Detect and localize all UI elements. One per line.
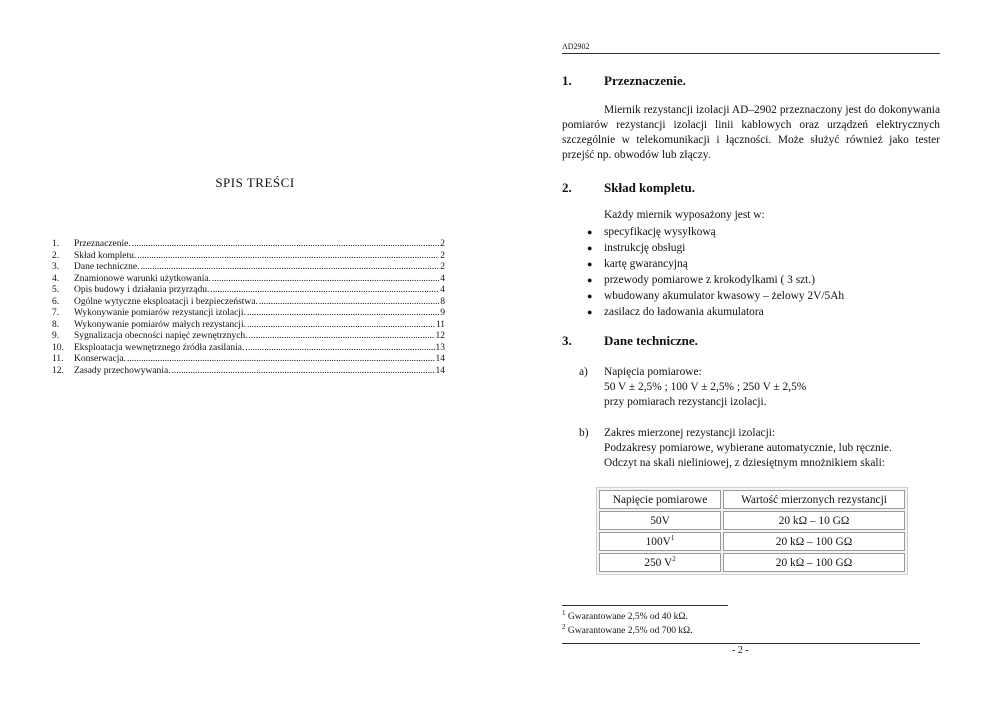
range-cell: 20 kΩ – 100 GΩ [723,553,905,572]
section-2-number: 2. [562,180,572,195]
toc-row[interactable]: 3. Dane techniczne. . . . 2 [52,262,445,274]
footer-divider [562,643,920,644]
section-1-paragraph: Miernik rezystancji izolacji AD–2902 przeznaczony jest do dokonywania pomiarów rezystancji izolacji linii kablowych oraz urządzeń elektrycznych szczególnie w telekomunikacji i łączności. Może służyć również jako tester przejść np. obwodów lub złączy. [562,104,940,161]
toc-row[interactable]: 8. Wykonywanie pomiarów małych rezystancji. . . . 11 [52,320,445,332]
table-header-row [599,490,905,509]
toc-row[interactable]: 12. Zasady przechowywania. . . . 14 [52,366,445,378]
running-head: AD2902 [562,42,590,51]
table-row [599,511,905,530]
bullet-icon: ● [587,291,593,301]
toc-row[interactable]: 10. Eksploatacja wewnętrznego źródła zasilania. . . . 13 [52,343,445,355]
bullet-icon: ● [587,227,593,237]
toc-row[interactable]: 9. Sygnalizacja obecności napięć zewnętrznych. . . . 12 [52,331,445,343]
resistance-range-table [596,487,908,575]
list-item: ● kartę gwarancyjną [587,258,688,270]
footnote-1: $^1$ Gwarantowane 2,5% od 40 kΩ. [562,608,688,622]
table-of-contents [52,239,445,377]
list-item: ● wbudowany akumulator kwasowy – żelowy 2V/5Ah [587,290,845,302]
table-row [599,532,905,551]
section-1-number: 1. [562,73,572,88]
range-cell: 20 kΩ – 10 GΩ [723,511,905,530]
section-1-title: Przeznaczenie. [604,73,686,88]
bullet-icon: ● [587,275,593,285]
toc-row[interactable]: 5. Opis budowy i działania przyrządu. . . . 4 [52,285,445,297]
toc-title: SPIS TREŚCI [215,175,295,190]
list-item: ● przewody pomiarowe z krokodylkami ( 3 szt.) [587,274,815,286]
kit-intro: Każdy miernik wyposażony jest w: [604,209,765,221]
column-header: Napięcie pomiarowe [599,490,721,509]
item-b-line: Zakres mierzonej rezystancji izolacji: [604,427,776,439]
bullet-icon: ● [587,307,593,317]
toc-row[interactable]: 2. Skład kompletu. . . . 2 [52,251,445,263]
item-a-line: przy pomiarach rezystancji izolacji. [604,396,767,408]
list-item: ● specyfikację wysyłkową [587,226,716,238]
voltage-cell: 250 $V^2$ [599,553,721,572]
voltage-cell: $100V^1$ [599,532,721,551]
section-3-number: 3. [562,333,572,348]
column-header: Wartość mierzonych rezystancji [723,490,905,509]
kit-list [587,224,844,320]
item-b-marker: b) [579,427,589,439]
list-item: ● zasilacz do ładowania akumulatora [587,306,764,318]
section-2-title: Skład kompletu. [604,180,696,195]
list-item: ● instrukcję obsługi [587,242,686,254]
toc-row[interactable]: 7. Wykonywanie pomiarów rezystancji izolacji. . . . 9 [52,308,445,320]
item-a-line: 50 V ± 2,5% ; 100 V ± 2,5% ; 250 V ± 2,5% [604,381,807,393]
item-a-marker: a) [579,366,588,378]
voltage-cell: 50V [599,511,721,530]
header-divider [562,53,940,54]
right-page [496,0,992,701]
bullet-icon: ● [587,259,593,269]
bullet-icon: ● [587,243,593,253]
toc-row[interactable]: 1. Przeznaczenie. . . . 2 [52,239,445,251]
page-number: - 2 - [732,645,749,656]
toc-row[interactable]: 4. Znamionowe warunki użytkowania. . . . 4 [52,274,445,286]
toc-row[interactable]: 6. Ogólne wytyczne eksploatacji i bezpieczeństwa. . . . 8 [52,297,445,309]
item-a-line: Napięcia pomiarowe: [604,366,702,378]
range-cell: 20 kΩ – 100 GΩ [723,532,905,551]
item-b-line: Odczyt na skali nieliniowej, z dziesiętnym mnożnikiem skali: [604,457,885,469]
toc-row[interactable]: 11. Konserwacja. . . . 14 [52,354,445,366]
item-b-line: Podzakresy pomiarowe, wybierane automatycznie, lub ręcznie. [604,442,892,454]
footnote-2: $^2$ Gwarantowane 2,5% od 700 kΩ. [562,622,693,636]
section-3-title: Dane techniczne. [604,333,698,348]
table-row [599,553,905,572]
footnote-divider [562,605,728,606]
